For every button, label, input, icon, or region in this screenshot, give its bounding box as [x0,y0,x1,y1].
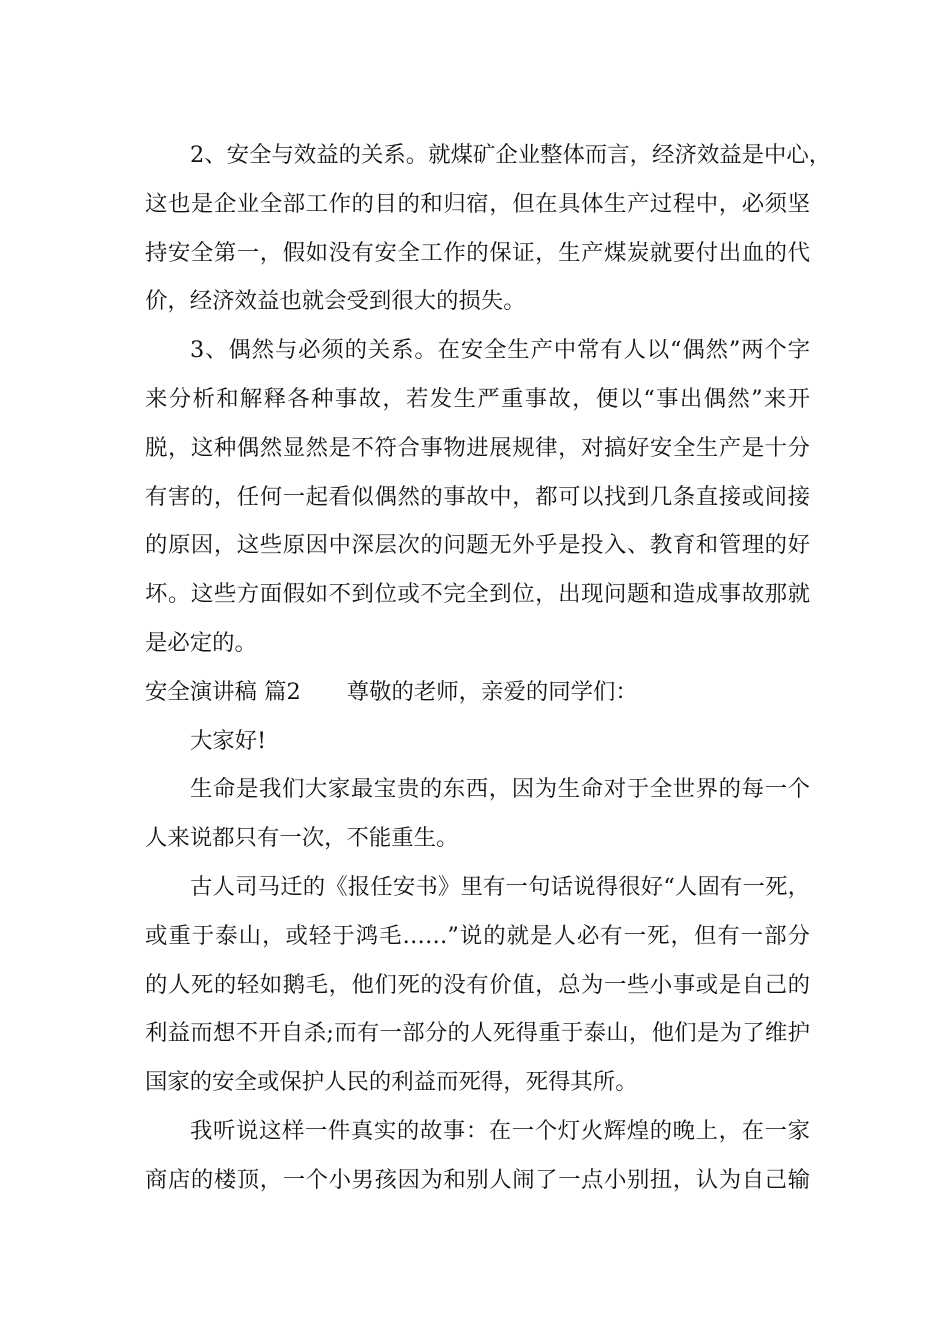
paragraph-sima-qian [145,863,810,1107]
text-line: 2、安全与效益的关系。就煤矿企业整体而言，经济效益是中心， [190,142,832,168]
text-line: 是必定的。 [145,629,257,656]
text-line: 古人司马迁的《报任安书》里有一句话说得很好“人固有一死， [190,873,810,900]
text-line: 持安全第一，假如没有安全工作的保证，生产煤炭就要付出血的代 [145,239,810,266]
section-title: 安全演讲稿 篇2 [145,678,301,705]
text-line: 商店的楼顶，一个小男孩因为和别人闹了一点小别扭，认为自己输 [145,1166,810,1193]
paragraph-chance-necessity [145,326,810,668]
text-line: 来分析和解释各种事故，若发生严重事故，便以“事出偶然”来开 [145,385,810,412]
text-line: 我听说这样一件真实的故事：在一个灯火辉煌的晚上，在一家 [190,1117,810,1144]
text-line: 3、偶然与必须的关系。在安全生产中常有人以“偶然”两个字 [190,337,810,364]
text-line: 脱，这种偶然显然是不符合事物进展规律，对搞好安全生产是十分 [145,434,810,461]
paragraph-safety-benefit [145,131,832,326]
text-line: 的人死的轻如鹅毛，他们死的没有价值，总为一些小事或是自己的 [145,971,810,998]
text-line: 坏。这些方面假如不到位或不完全到位，出现问题和造成事故那就 [145,581,810,608]
document-page [145,131,832,1205]
text-line: 大家好! [190,727,267,754]
section-heading [145,668,810,717]
paragraph-life-precious [145,765,810,863]
text-line: 生命是我们大家最宝贵的东西，因为生命对于全世界的每一个 [190,776,810,803]
text-line: 利益而想不开自杀;而有一部分的人死得重于泰山，他们是为了维护 [145,1020,810,1047]
text-line: 价，经济效益也就会受到很大的损失。 [145,288,526,315]
text-line: 的原因，这些原因中深层次的问题无外乎是投入、教育和管理的好 [145,532,810,559]
paragraph-true-story [145,1107,810,1205]
text-line: 或重于泰山，或轻于鸿毛……”说的就是人必有一死，但有一部分 [145,922,810,949]
text-line: 这也是企业全部工作的目的和归宿，但在具体生产过程中，必须坚 [145,190,810,217]
text-line: 人来说都只有一次，不能重生。 [145,825,459,852]
text-line: 有害的，任何一起看似偶然的事故中，都可以找到几条直接或间接 [145,483,810,510]
text-line: 国家的安全或保护人民的利益而死得，死得其所。 [145,1069,638,1096]
paragraph-hello [145,717,810,766]
speech-greeting: 尊敬的老师，亲爱的同学们： [346,678,638,705]
